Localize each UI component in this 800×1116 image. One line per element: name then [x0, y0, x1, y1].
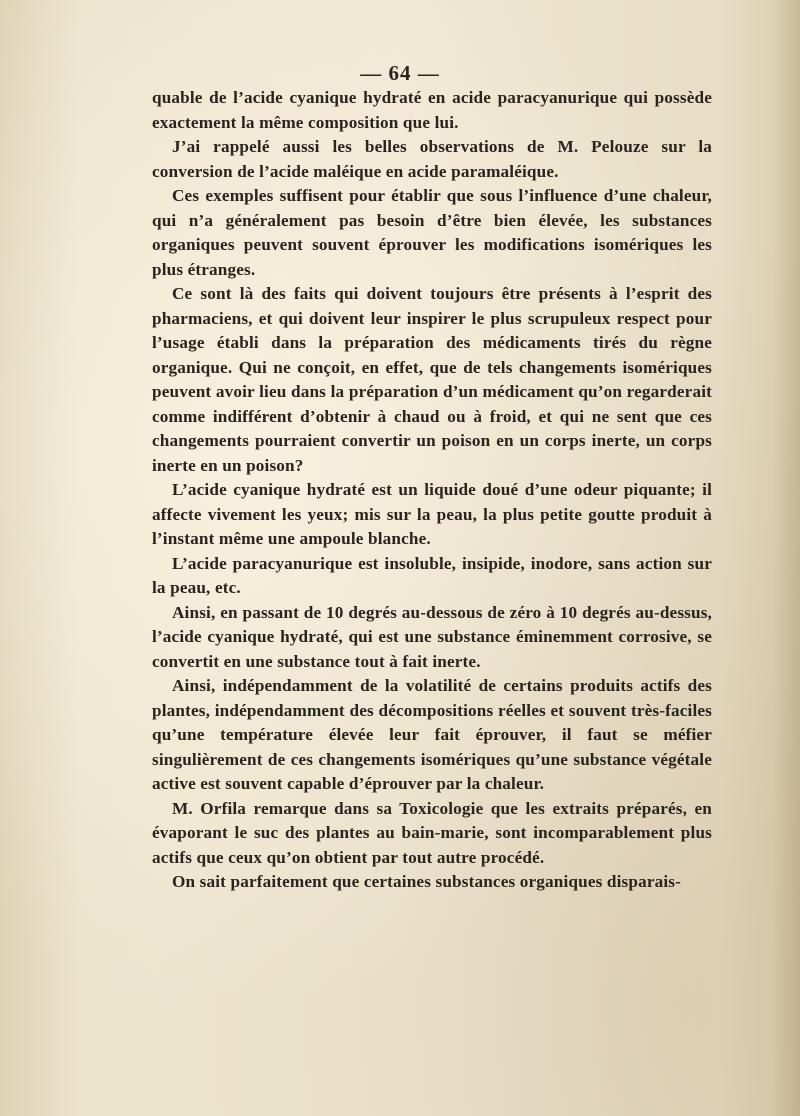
page-number: — 64 — — [360, 61, 440, 85]
paragraph: Ainsi, en passant de 10 degrés au-dessous de zéro à 10 degrés au-dessus, l’acide cyanique hydraté, qui est une substance éminemment corrosive, se convertit en une substance tout à fait inerte. — [152, 602, 712, 671]
paragraph: J’ai rappelé aussi les belles observations de M. Pelouze sur la conversion de l’acide maléique en acide paramaléique. — [152, 137, 712, 181]
paragraph-last: On sait parfaitement que certaines substances organiques disparais- — [172, 872, 681, 891]
paragraph: Ces exemples suffisent pour établir que sous l’influence d’une chaleur, qui n’a généralement pas besoin d’être bien élevée, les substances organiques peuvent souvent éprouver les modifications isomériques les plus étranges. — [152, 186, 712, 279]
body-text — [152, 86, 712, 895]
paragraph: L’acide paracyanurique est insoluble, insipide, inodore, sans action sur la peau, etc. — [152, 553, 712, 597]
paragraph: L’acide cyanique hydraté est un liquide doué d’une odeur piquante; il affecte vivement les yeux; mis sur la peau, la plus petite goutte produit à l’instant même une ampoule blanche. — [152, 480, 712, 548]
page-edge-shadow — [772, 0, 800, 1116]
paragraph: Ainsi, indépendamment de la volatilité de certains produits actifs des plantes, indépendamment des décompositions réelles et souvent très-faciles qu’une température élevée leur fait éprouver, il faut se méfier singulièrement de ces changements isomériques qu’une substance végétale active est souvent capable d’éprouver par la chaleur. — [152, 676, 712, 793]
paragraph: Ce sont là des faits qui doivent toujours être présents à l’esprit des pharmaciens, et qui doivent leur inspirer le plus scrupuleux respect pour l’usage établi dans la préparation des médicaments tirés du règne organique. Qui ne conçoit, en effet, que de tels changements isomériques peuvent avoir lieu dans la préparation d’un médicament qu’on regarderait comme indifférent d’obtenir à chaud ou à froid, et qui ne sent que ces changements pourraient convertir un poison en un corps inerte, un corps inerte en un poison? — [152, 284, 712, 475]
paragraph: M. Orfila remarque dans sa Toxicologie que les extraits préparés, en évaporant le suc des plantes au bain-marie, sont incomparablement plus actifs que ceux qu’on obtient par tout autre procédé. — [152, 798, 712, 867]
paragraph-continuation: quable de l’acide cyanique hydraté en acide paracyanurique qui possède exactement la même composition que lui. — [152, 88, 712, 132]
